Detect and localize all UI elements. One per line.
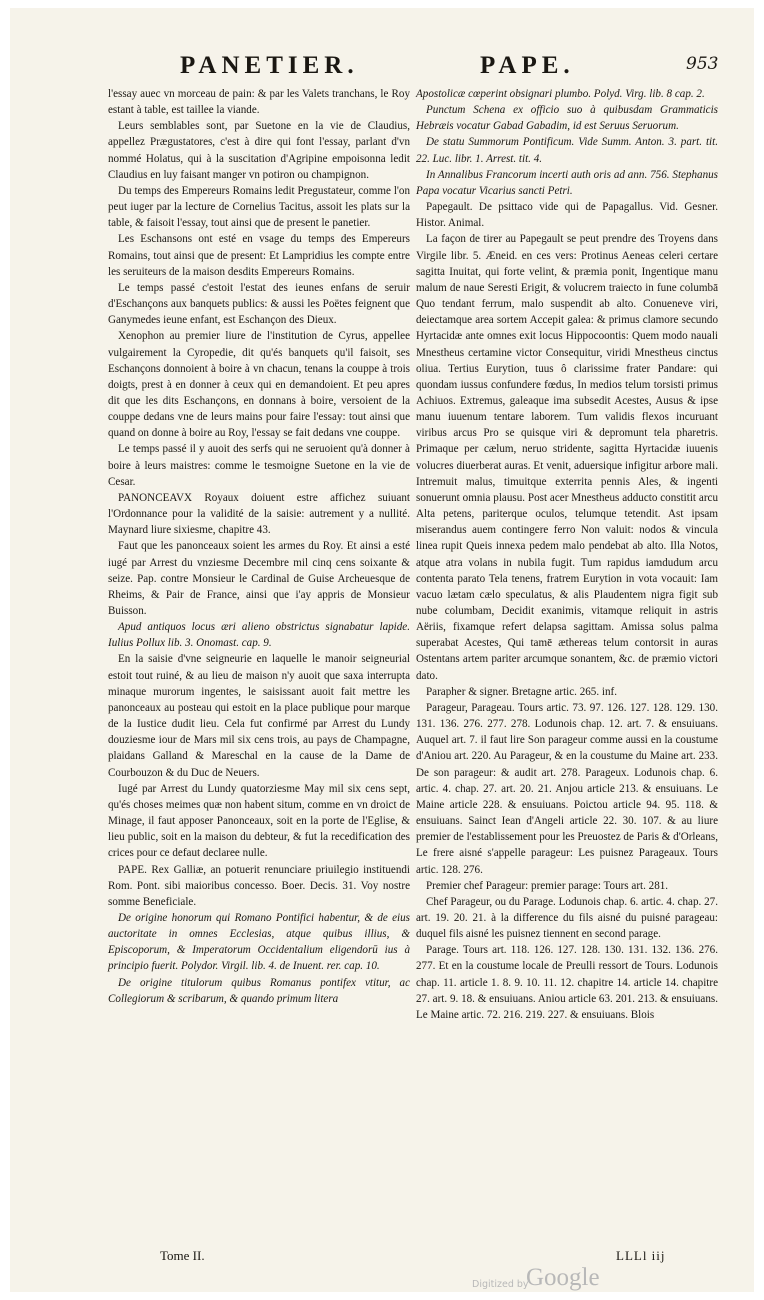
digitized-watermark <box>472 1264 672 1296</box>
paragraph: La façon de tirer au Papegault se peut prendre des Troyens dans Virgile libr. 5. Æneid. en ces vers: Protinus Aeneas celeri certare sagitta Inuitat, qui forte velint, & præmia ponit, Ingentique manu malum de naue Seresti Erigit, & volucrem traiecto in fune columbā Quo tendant ferrum, malo suspendit ab alto. Conueneve viri, deiectamque area sortem Accepit galea: & primus clamore secundo Hyrtacidæ ante omnes exit locus Hippocoontis: Quem modo nauali Mnestheus certamine victor Consequitur, viridi Mnestheus cinctus oliua. Tertius Eurytion, tuus ô clarissime frater Pandare: qui quondam iussus confundere fœdus, In medios telum torsisti primus Achiuos. Extremus, galeaque ima subsedit Acestes, Ausus & ipse manu iuuenum tentare laborem. Tum validis flexos incuruant viribus arcus Pro se quisque viri & depromunt tela pharetris. Primaque per cælum, neruo stridente, sagitta Hyrtacidæ iuuenis volucres diuerberat auras. Et venit, aduersique infigitur arbore mali. Intremuit malus, timuitque exterrita pennis Ales, & ingenti sonuerunt omnia plausu. Post acer Mnestheus adducto constitit arcu Alta petens, pariterque oculos, telumque tetendit. Ast ipsam miserandus auem contingere ferro Non valuit: nodos & vincula linea rupit Queis innexa pedem malo pendebat ab alto. Illa Notos, atque atra volans in nubila fugit. Tum rapidus iamdudum arcu contenta parato Tela tenens, fratrem Eurytion in vota vocauit: Iam vacuo lætam cælo speculatus, & alis Plaudentem nigra figit sub nube columbam, Decidit exanimis, vitamque reliquit in astris Aëriis, fixamque refert delapsa sagittam. Amissa solus palma superabat Acestes, Qui tamē æthereas telum contorsit in auras Ostentans artem pariter arcumque sonantem, &c. de præmio victori dato. <box>416 233 718 682</box>
paragraph: Apostolicæ cœperint obsignari plumbo. Polyd. Virg. lib. 8 cap. 2. <box>416 88 705 100</box>
watermark-prefix: Digitized by <box>472 1279 529 1290</box>
running-head-right: PAPE. <box>480 52 575 79</box>
paragraph: Le temps passé il y auoit des serfs qui ne seruoient qu'à donner à boire à leurs maistres: comme le tesmoigne Suetone en la vie de Cesar. <box>108 443 410 488</box>
paragraph: Faut que les panonceaux soient les armes du Roy. Et ainsi a esté iugé par Arrest du vnziesme Decembre mil cinq cens soixante & seize. Pap. contre Monsieur le Cardinal de Guise Archeuesque de Rheims, & Pair de France, ainsi que i'ay appris de Monsieur Buisson. <box>108 540 410 617</box>
paragraph: Le temps passé c'estoit l'estat des ieunes enfans de seruir d'Eschançons aux banquets publics: & aussi les Poëtes feignent que Ganymedes ieune enfant, est Eschançon des Dieux. <box>108 281 410 327</box>
paragraph: Leurs semblables sont, par Suetone en la vie de Claudius, appellez Prægustatores, c'est à dire qui font l'essay, parlant d'vn nommé Holatus, qui à la suscitation d'Agripine empoisonna ledit Claudius en luy faisant manger vn potiron ou champignon. <box>108 120 410 181</box>
book-page <box>10 8 754 1292</box>
paragraph: l'essay auec vn morceau de pain: & par les Valets tranchans, le Roy estant à table, est taillee la viande. <box>108 88 410 117</box>
paragraph: Chef Parageur, ou du Parage. Lodunois chap. 6. artic. 4. chap. 27. art. 19. 20. 21. à la difference du fils aisné du puisné parageau: duquel fils aisné les puisnez tiennent en second parage. <box>416 895 718 941</box>
paragraph: De statu Summorum Pontificum. Vide Summ. Anton. 3. part. tit. 22. Luc. libr. 1. Arrest. tit. 4. <box>416 136 718 165</box>
page-number: 953 <box>686 54 719 74</box>
left-column <box>108 86 410 1007</box>
paragraph: Punctum Schena ex officio suo à quibusdam Grammaticis Hebræis vocatur Gabad Gabadim, id est Seruus Seruorum. <box>416 104 718 133</box>
paragraph: Iugé par Arrest du Lundy quatorziesme May mil six cens sept, qu'és choses meimes quæ non habent situm, comme en vn droict de Minage, il faut apposer Panonceaux, soit en la porte de l'Eglise, & lieu public, soit en la maison du debteur, & fut la recedification des crices pour ce defaut declaree nulle. <box>108 782 410 860</box>
paragraph: Les Eschansons ont esté en vsage du temps des Empereurs Romains, tout ainsi que de present: Et Lampridius les compte entre les seruiteurs de la maison desdits Empereurs Romains. <box>108 233 410 278</box>
paragraph: Premier chef Parageur: premier parage: Tours art. 281. <box>426 879 669 892</box>
paragraph: Xenophon au premier liure de l'institution de Cyrus, appellee vulgairement la Cyropedie, dit qu'és banquets qu'il faisoit, ses Eschançons donnoient à boire à vn chacun, tenans la couppe à trois doigts, prest à en donner à ceux qui en demandoient. Et peu apres dit que les dits Eschançons, en donnans à boire, versoient de la couppe dedans vne de leurs mains pour faire l'essay: tout ainsi que quand on donne à boire au Roy, l'essay se fait dedans vne couppe. <box>108 330 410 440</box>
paragraph: Parapher & signer. Bretagne artic. 265. inf. <box>426 685 617 698</box>
paragraph: Papegault. De psittaco vide qui de Papagallus. Vid. Gesner. Histor. Animal. <box>416 201 718 230</box>
right-column <box>416 86 718 1023</box>
paragraph: PANONCEAVX Royaux doiuent estre affichez suiuant l'Ordonnance pour la validité de la saisie: autrement y a nullité. Maynard liure sixiesme, chapitre 43. <box>108 491 410 537</box>
paragraph: Apud antiquos locus æri alieno obstrictus signabatur lapide. Iulius Pollux lib. 3. Onomast. cap. 9. <box>108 621 410 650</box>
paragraph: De origine honorum qui Romano Pontifici habentur, & de eius auctoritate in omnes Ecclesias, atque quibus illius, & Episcoporum, & Imperatorum Occidentalium eligendorū ius à principio fuerit. Polydor. Virgil. lib. 4. de Inuent. rer. cap. 10. <box>108 911 410 973</box>
paragraph: En la saisie d'vne seigneurie en laquelle le manoir seigneurial estoit tout ruiné, & au lieu de maison n'y auoit que saxa interrupta minaque murorum ingentes, le saisissant auoit fait mettre les panonceaux au posteau qui estoit en la place publique pour marque de la Iustice dudit lieu. Cela fut confirmé par Arrest du Lundy douziesme iour de Mars mil six cens trois, au pays de Champagne, plaidans Galland & Mareschal en la cause de la Dame de Courbouzon & du Duc de Neuers. <box>108 653 410 779</box>
paragraph: Parage. Tours art. 118. 126. 127. 128. 130. 131. 132. 136. 276. 277. Et en la coustume locale de Preulli ressort de Tours. Lodunois chap. 11. article 1. 8. 9. 10. 11. 12. chapitre 14. article 14. chapitre 27. art. 9. 18. & ensuiuans. Aniou article 63. 201. 213. & ensuiuans. Le Maine artic. 72. 216. 219. 227. & ensuiuans. Blois <box>416 944 718 1021</box>
google-logo: Google <box>526 1264 600 1291</box>
footer-tome: Tome II. <box>160 1248 205 1263</box>
paragraph: Du temps des Empereurs Romains ledit Pregustateur, comme l'on peut iuger par la lecture de Cornelius Tacitus, assoit les plats sur la table, & faisoit l'essay, tout ainsi que de present le panetier. <box>108 184 410 230</box>
paragraph: In Annalibus Francorum incerti auth oris ad ann. 756. Stephanus Papa vocatur Vicarius sancti Petri. <box>416 168 718 197</box>
paragraph: PAPE. Rex Galliæ, an potuerit renunciare priuilegio instituendi Rom. Pont. sibi maioribus concesso. Boer. Decis. 31. Voy nostre somme Beneficiale. <box>108 863 410 908</box>
paragraph: De origine titulorum quibus Romanus pontifex vtitur, ac Collegiorum & scribarum, & quando primum litera <box>108 976 410 1005</box>
footer-signature: LLLl iij <box>616 1248 666 1263</box>
running-head-left: PANETIER. <box>180 52 359 79</box>
paragraph: Parageur, Parageau. Tours artic. 73. 97. 126. 127. 128. 129. 130. 131. 136. 276. 277. 278. Lodunois chap. 12. art. 7. & ensuiuans. Auquel art. 7. il faut lire Son parageur comme aussi en la coustume d'Aniou art. 220. Au Parageur, & en la coustume du Maine art. 233. De son parageur: & audit art. 278. Parageux. Lodunois chap. 6. artic. 4. chap. 27. art. 20. 21. Anjou article 213. & ensuiuans. Le Maine article 228. & ensuiuans. Poictou article 94. 95. 118. & ensuiuans. Sainct Iean d'Angeli article 22. 30. 107. & au liure premier de l'establissement pour les Preuostez de Paris & d'Orleans, Le frere aisné s'appelle parageur: Les puisnez Parageaux. Tours artic. 128. 276. <box>416 701 718 876</box>
